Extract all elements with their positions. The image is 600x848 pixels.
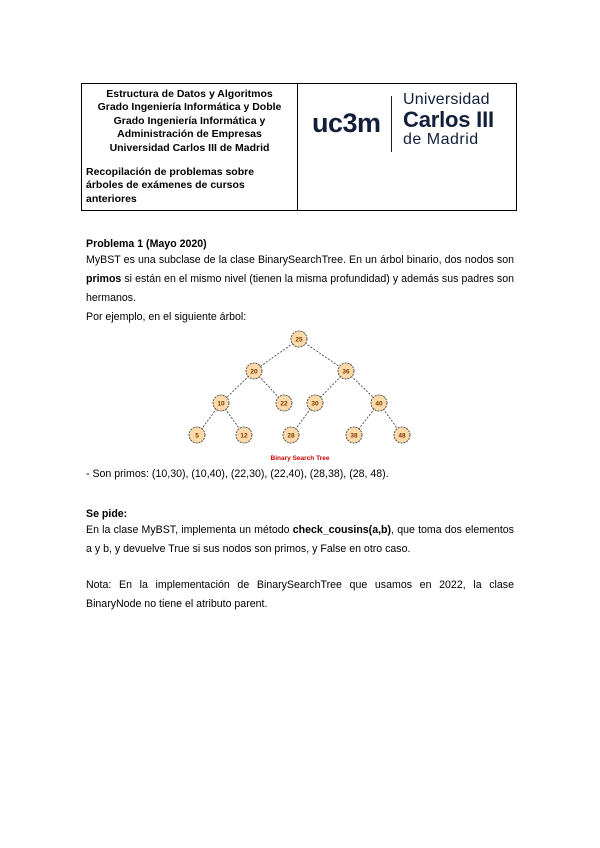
tree-node-label: 12: [240, 432, 248, 440]
cousins-list: - Son primos: (10,30), (10,40), (22,30), (22,40), (28,38), (28, 48).: [86, 468, 389, 480]
logo-line-2: Carlos III: [403, 107, 494, 132]
tree-caption: Binary Search Tree: [270, 455, 330, 462]
tree-edge: [299, 339, 346, 371]
tree-node: [291, 331, 307, 347]
tree-node-label: 48: [398, 432, 406, 440]
document-subtitle: Recopilación de problemas sobre árboles de exámenes de cursos anteriores: [86, 166, 255, 205]
problem-intro: [86, 251, 514, 308]
tree-node: [276, 395, 292, 411]
intro-text-b: si están en el mismo nivel (tienen la misma profundidad) y además sus padres son hermanos.: [86, 273, 514, 304]
tree-node: [371, 395, 387, 411]
course-line: Administración de Empresas: [117, 128, 262, 141]
course-line: Estructura de Datos y Algoritmos: [106, 88, 273, 100]
tree-svg: [180, 327, 420, 463]
task-title: Se pide:: [86, 508, 128, 520]
example-intro: Por ejemplo, en el siguiente árbol:: [86, 311, 247, 323]
course-line: Grado Ingeniería Informática y: [113, 114, 266, 127]
logo-line-3: de Madrid: [403, 131, 479, 148]
logo-divider: [391, 96, 392, 152]
task-section: [86, 507, 514, 559]
task-text-b: , que toma dos elementos a y b, y devuelve True si sus nodos son primos, y False en otro caso.: [86, 524, 514, 555]
tree-node: [246, 363, 262, 379]
logo-line-1: Universidad: [403, 91, 490, 108]
tree-node-label: 30: [311, 400, 319, 408]
implementation-note: Nota: En la implementación de BinarySearchTree que usamos en 2022, la clase BinaryNode no tiene el atributo parent.: [86, 579, 514, 610]
tree-node: [189, 427, 205, 443]
tree-node: [346, 427, 362, 443]
task-text-a: En la clase MyBST, implementa un método: [86, 524, 293, 536]
tree-node: [394, 427, 410, 443]
binary-search-tree-figure: [180, 327, 420, 463]
tree-node-label: 25: [295, 336, 303, 344]
tree-node-label: 36: [342, 368, 350, 376]
tree-node: [283, 427, 299, 443]
tree-node-label: 28: [287, 432, 295, 440]
tree-node: [307, 395, 323, 411]
logo-uc3m-text: uc3m: [312, 108, 381, 138]
tree-node: [338, 363, 354, 379]
problem-title: Problema 1 (Mayo 2020): [86, 238, 207, 250]
header-table: [81, 83, 517, 211]
tree-node-label: 40: [375, 400, 383, 408]
task-method-name: check_cousins(a,b): [292, 524, 392, 536]
problem-content: [86, 237, 514, 327]
task-description: [86, 521, 514, 559]
tree-node: [213, 395, 229, 411]
tree-node-label: 22: [280, 400, 288, 408]
tree-node-label: 10: [217, 400, 225, 408]
tree-node-label: 20: [250, 368, 258, 376]
intro-text-a: MyBST es una subclase de la clase BinarySearchTree. En un árbol binario, dos nodos son: [86, 254, 514, 266]
intro-bold-term: primos: [86, 273, 122, 285]
tree-node: [236, 427, 252, 443]
logo-university-name: [403, 92, 494, 148]
course-info: [86, 88, 293, 155]
university-logo: [298, 84, 516, 210]
course-line: Grado Ingeniería Informática y Doble: [97, 101, 282, 114]
tree-node-label: 5: [195, 432, 199, 440]
course-line: Universidad Carlos III de Madrid: [109, 141, 270, 154]
tree-node-label: 38: [350, 432, 358, 440]
header-course-cell: [82, 84, 298, 210]
